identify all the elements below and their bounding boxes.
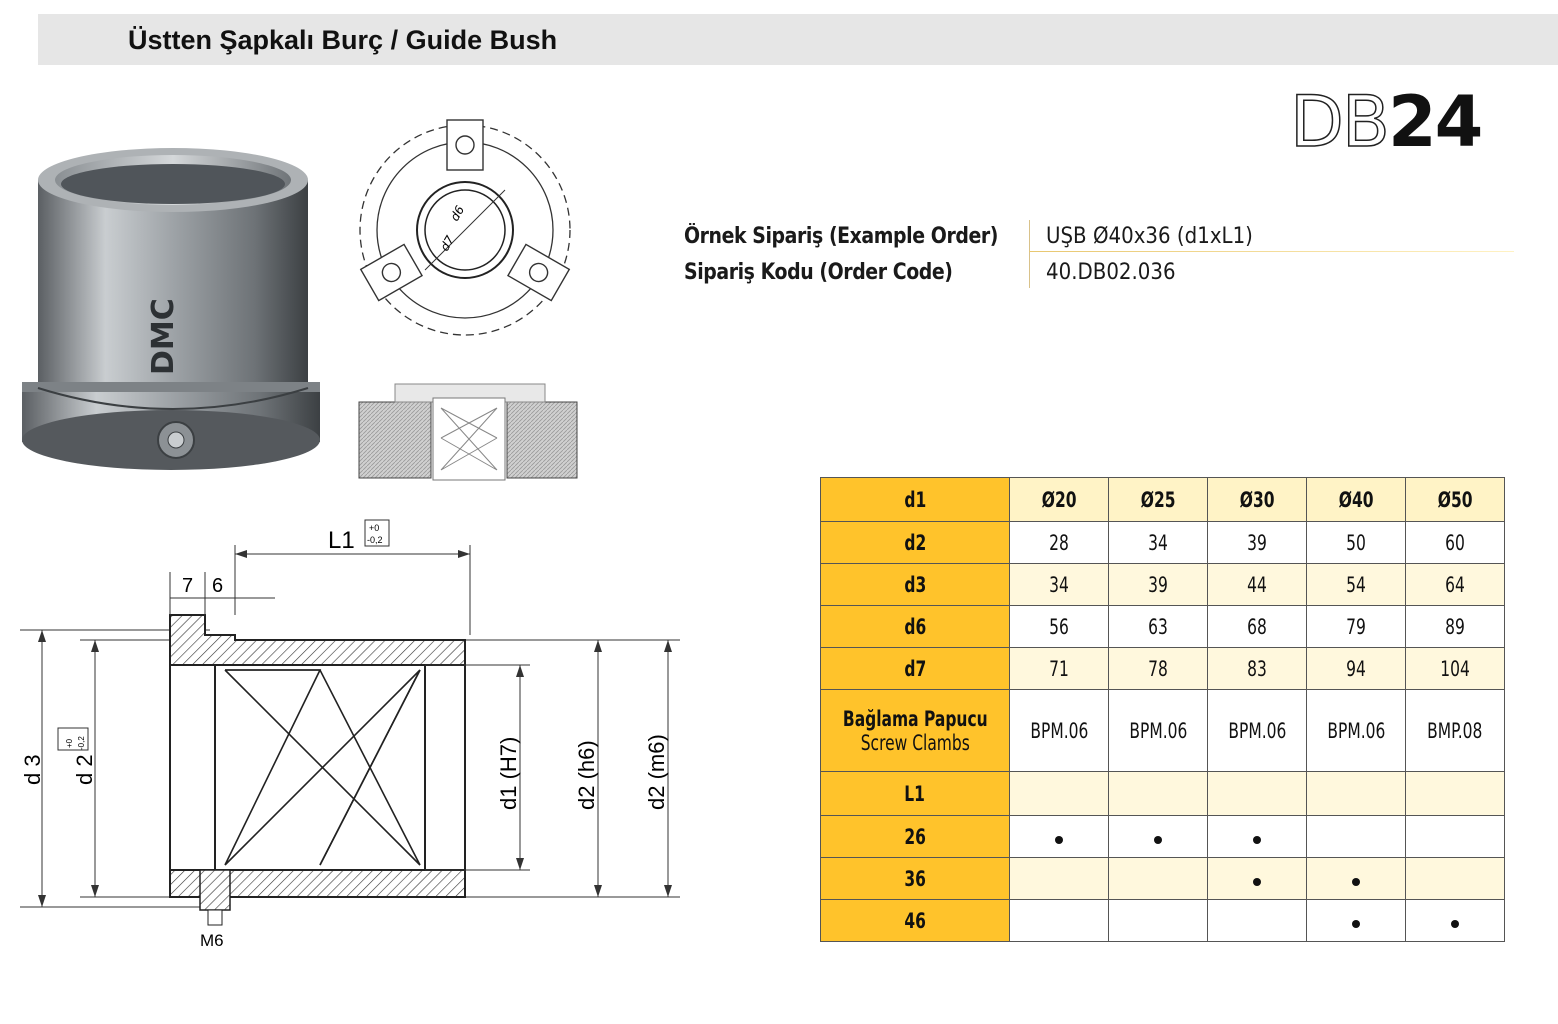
availability-cell [1307, 816, 1406, 858]
table-cell: 83 [1208, 648, 1307, 690]
table-cell: 39 [1109, 564, 1208, 606]
table-row-label: d3 [821, 564, 1010, 606]
table-cell: 39 [1208, 522, 1307, 564]
table-row-l1-header [821, 772, 1505, 816]
table-row-label: 36 [821, 858, 1010, 900]
table-row [821, 522, 1505, 564]
spec-table [820, 477, 1505, 942]
table-row-l1 [821, 858, 1505, 900]
availability-cell [1208, 858, 1307, 900]
page-title: Üstten Şapkalı Burç / Guide Bush [128, 25, 558, 55]
table-row [821, 606, 1505, 648]
l1-dimension-label: L1 [328, 527, 355, 554]
table-cell: 56 [1010, 606, 1109, 648]
table-cell: 104 [1406, 648, 1505, 690]
table-cell: Ø20 [1010, 478, 1109, 522]
clamp-label-sub: Screw Clambs [860, 730, 970, 755]
dim-7-label: 7 [182, 575, 194, 597]
table-row [821, 564, 1505, 606]
table-cell: 79 [1307, 606, 1406, 648]
d3-label: d 3 [20, 754, 45, 785]
table-row-clamps [821, 690, 1505, 772]
table-cell: 89 [1406, 606, 1505, 648]
table-cell: BPM.06 [1208, 690, 1307, 772]
table-row-label: d7 [821, 648, 1010, 690]
clamp-label-main: Bağlama Papucu [842, 706, 988, 731]
top-view-d7-label: d7 [437, 233, 458, 254]
table-cell: Ø40 [1307, 478, 1406, 522]
table-cell: BPM.06 [1307, 690, 1406, 772]
example-order-label: Örnek Sipariş (Example Order) [684, 224, 998, 249]
table-cell [1010, 772, 1109, 816]
availability-cell [1208, 900, 1307, 942]
table-row-label: 26 [821, 816, 1010, 858]
availability-cell [1010, 900, 1109, 942]
table-cell: 64 [1406, 564, 1505, 606]
table-row-label [821, 690, 1010, 772]
product-photo [18, 140, 328, 500]
availability-dot [1154, 836, 1162, 844]
table-cell: 78 [1109, 648, 1208, 690]
table-cell: 50 [1307, 522, 1406, 564]
table-cell: 60 [1406, 522, 1505, 564]
m6-label: M6 [200, 931, 224, 950]
table-cell: 34 [1109, 522, 1208, 564]
table-row-label: L1 [821, 772, 1010, 816]
availability-dot [1253, 836, 1261, 844]
table-cell: Ø50 [1406, 478, 1505, 522]
photo-logo: DMC [146, 298, 181, 375]
availability-cell [1010, 816, 1109, 858]
product-code [1290, 82, 1481, 162]
availability-cell [1406, 816, 1505, 858]
d2-left-label: d 2 [72, 754, 97, 785]
top-view-drawing [355, 110, 580, 345]
table-cell: Ø25 [1109, 478, 1208, 522]
dim-6-label: 6 [212, 575, 224, 597]
availability-dot [1055, 836, 1063, 844]
table-row [821, 648, 1505, 690]
example-order-row [684, 220, 1514, 256]
table-cell: 68 [1208, 606, 1307, 648]
table-cell: 44 [1208, 564, 1307, 606]
main-section-drawing [20, 510, 700, 960]
d2-tolerance-top: +0 [65, 738, 74, 748]
l1-tolerance-bottom: -0,2 [367, 535, 383, 545]
availability-cell [1109, 858, 1208, 900]
table-header-row [821, 478, 1505, 522]
table-cell [1208, 772, 1307, 816]
table-row-label: d6 [821, 606, 1010, 648]
table-cell: 71 [1010, 648, 1109, 690]
d2-m6-label: d2 (m6) [644, 734, 669, 810]
availability-cell [1307, 858, 1406, 900]
availability-cell [1406, 900, 1505, 942]
availability-cell [1406, 858, 1505, 900]
table-cell: 34 [1010, 564, 1109, 606]
order-code-row [684, 256, 1514, 292]
table-cell: 28 [1010, 522, 1109, 564]
top-view-d6-label: d6 [447, 203, 468, 224]
availability-dot [1253, 878, 1261, 886]
availability-dot [1451, 920, 1459, 928]
availability-cell [1208, 816, 1307, 858]
product-code-prefix: DB [1290, 81, 1388, 163]
availability-cell [1109, 816, 1208, 858]
availability-cell [1010, 858, 1109, 900]
table-cell: 54 [1307, 564, 1406, 606]
table-cell: BPM.06 [1109, 690, 1208, 772]
d1-h7-label: d1 (H7) [496, 736, 521, 810]
availability-cell [1109, 900, 1208, 942]
example-order-value: UŞB Ø40x36 (d1xL1) [1046, 224, 1253, 249]
order-underline [1029, 251, 1514, 252]
table-cell [1307, 772, 1406, 816]
table-cell [1406, 772, 1505, 816]
availability-dot [1352, 878, 1360, 886]
small-section-drawing [355, 378, 585, 483]
product-code-number: 24 [1387, 81, 1482, 163]
order-code-label: Sipariş Kodu (Order Code) [684, 260, 953, 285]
table-cell: BPM.06 [1010, 690, 1109, 772]
table-cell: 94 [1307, 648, 1406, 690]
order-code-value: 40.DB02.036 [1046, 260, 1176, 285]
table-cell: BMP.08 [1406, 690, 1505, 772]
table-row-label: 46 [821, 900, 1010, 942]
table-cell [1109, 772, 1208, 816]
table-row-label: d1 [821, 478, 1010, 522]
table-row-label: d2 [821, 522, 1010, 564]
table-row-l1 [821, 816, 1505, 858]
availability-dot [1352, 920, 1360, 928]
availability-cell [1307, 900, 1406, 942]
d2-h6-label: d2 (h6) [574, 740, 599, 810]
l1-tolerance-top: +0 [369, 523, 380, 533]
d2-tolerance-bottom: -0,2 [77, 736, 86, 750]
table-row-l1 [821, 900, 1505, 942]
table-cell: Ø30 [1208, 478, 1307, 522]
order-info [684, 220, 1514, 292]
table-cell: 63 [1109, 606, 1208, 648]
